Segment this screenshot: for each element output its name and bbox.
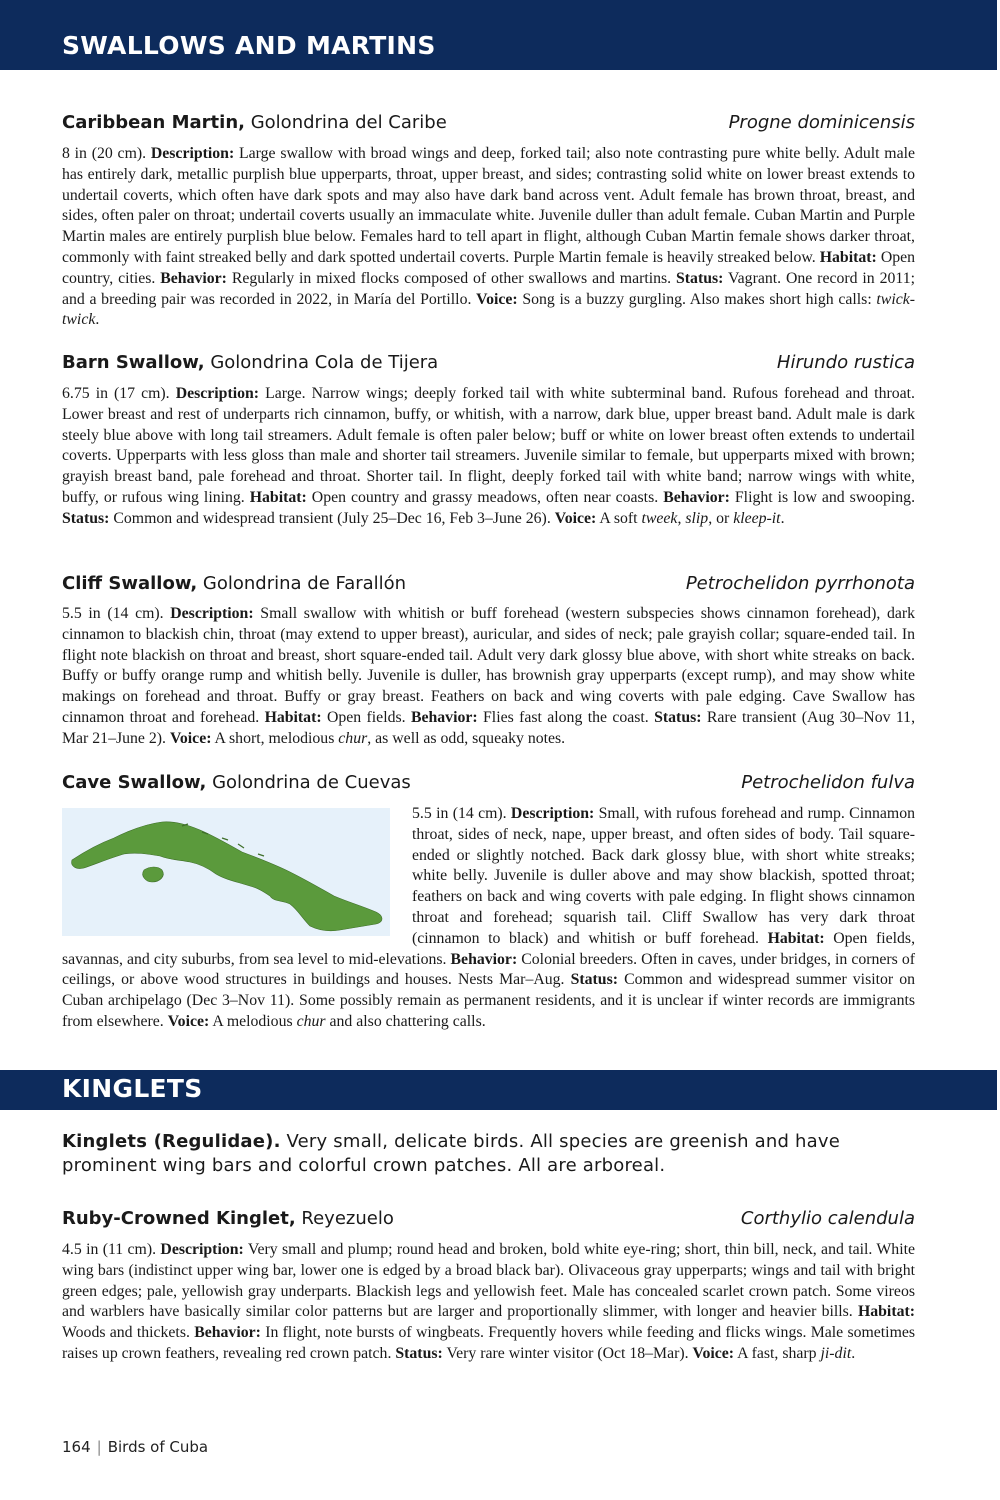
species-heading: [62, 772, 915, 793]
species-spanish-name: Golondrina de Cuevas: [212, 772, 411, 793]
species-spanish-name: Golondrina Cola de Tijera: [210, 352, 439, 373]
species-common-name: Cliff Swallow,: [62, 573, 198, 594]
species-heading: [62, 573, 915, 594]
species-spanish-name: Golondrina del Caribe: [250, 112, 447, 133]
species-account: 5.5 in (14 cm). Description: Small swallow with whitish or buff forehead (western subspecies shows cinnamon forehead), dark cinnamon to blackish chin, throat (may extend to upper breast), auricular, and sides of neck; pale grayish collar; square-ended tail. In flight note blackish on throat and breast, short square-ended tail. Adult very dark glossy blue above, with short white streaks on back. Buffy or buffy orange rump and whitish belly. Juvenile is duller, has brownish gray upperparts (except rump), and may show white makings on forehead and throat. Buffy or gray breast. Feathers on back and wing coverts with pale edging. Cave Swallow has cinnamon throat and forehead. Habitat: Open fields. Behavior: Flies fast along the coast. Status: Rare transient (Aug 30–Nov 11, Mar 21–June 2). Voice: A short, melodious chur, as well as odd, squeaky notes.: [62, 605, 916, 747]
species-common-name: Ruby-Crowned Kinglet,: [62, 1208, 296, 1229]
species-scientific-name: Hirundo rustica: [776, 352, 915, 373]
species-scientific-name: Petrochelidon fulva: [741, 772, 915, 793]
section-title: SWALLOWS AND MARTINS: [62, 31, 436, 60]
species-scientific-name: Corthylio calendula: [740, 1208, 915, 1229]
species-account: 8 in (20 cm). Description: Large swallow with broad wings and deep, forked tail; also note contrasting pure white belly. Adult male has entirely dark, metallic purplish blue upperparts, throat, upper breast, and sides; contrasting solid white on lower breast extends to undertail coverts, which often have dark spots and may also have dark band across vent. Adult female has brown throat, breast, and sides, often paler on throat; undertail coverts usually an immaculate white. Juvenile duller than adult female. Cuban Martin and Purple Martin males are entirely purplish blue below. Females hard to tell apart in flight, although Cuban Martin female shows darker throat, commonly with faint streaked belly and dark spotted undertail coverts. Purple Martin female is heavily streaked below. Habitat: Open country, cities. Behavior: Regularly in mixed flocks composed of other swallows and martins. Status: Vagrant. One record in 2011; and a breeding pair was recorded in 2022, in María del Portillo. Voice: Song is a buzzy gurgling. Also makes short high calls: twick-twick.: [62, 145, 916, 329]
species-heading: [62, 352, 915, 373]
species-account: 5.5 in (14 cm). Description: Small, with rufous forehead and rump. Cinnamon throat, sides of neck, nape, upper breast, and often sides of body. Tail square-ended or slightly notched. Back dark glossy blue, with short white streaks; white belly. Juvenile is duller above and may show blackish, spotted throat; feathers on back and wing coverts with pale edging. In flight shows cinnamon throat and forehead; squarish tail. Cliff Swallow has very dark throat (cinnamon to black) and whitish or buff forehead. Habitat: Open fields, savannas, and city suburbs, from sea level to mid-elevations. Behavior: Colonial breeders. Often in caves, under bridges, in corners of ceilings, or above wood structures in buildings and houses. Nests Mar–Aug. Status: Common and widespread summer visitor on Cuban archipelago (Dec 3–Nov 11). Some possibly remain as permanent residents, and it is unclear if winter records are immigrants from elsewhere. Voice: A melodious chur and also chattering calls.: [62, 805, 916, 1030]
section-header-kinglets: [0, 1070, 997, 1110]
book-title: Birds of Cuba: [107, 1438, 209, 1456]
section-header-swallows: [0, 0, 997, 70]
page-number: 164: [62, 1438, 91, 1456]
species-scientific-name: Progne dominicensis: [728, 112, 915, 133]
species-account: 6.75 in (17 cm). Description: Large. Narrow wings; deeply forked tail with white subterminal band. Rufous forehead and throat. Lower breast and rest of underparts rich cinnamon, buffy, or whitish, with a narrow, dark blue, upper breast band. Adult male is dark steely blue above with long tail streamers. Adult female is often paler below; buff or white on lower breast often extends to undertail coverts. Upperparts with less gloss than male and shorter tail streamers. Juvenile similar to female, but upperparts mixed with brown; grayish breast band, pale forehead and throat. Shorter tail. In flight, deeply forked tail with white band; narrow wings with white, buffy, or rufous wing lining. Habitat: Open country and grassy meadows, often near coasts. Behavior: Flight is low and swooping. Status: Common and widespread transient (July 25–Dec 16, Feb 3–June 26). Voice: A soft tweek, slip, or kleep-it.: [62, 385, 916, 527]
page-footer: [62, 1438, 208, 1456]
species-spanish-name: Reyezuelo: [301, 1208, 394, 1229]
map-spacer: [62, 804, 412, 946]
species-heading: [62, 112, 915, 133]
species-account: 4.5 in (11 cm). Description: Very small and plump; round head and broken, bold white eye-ring; short, thin bill, neck, and tail. White wing bars (indistinct upper wing bar, lower one is edged by a broad black bar). Olivaceous gray upperparts; wings and tail with bright green edges; pale, yellowish gray underparts. Blackish legs and yellowish feet. Male has concealed scarlet crown patch. Some vireos and warblers have basically similar color patterns but are larger and proportionally slimmer, with longer and heavier bills. Habitat: Woods and thickets. Behavior: In flight, note bursts of wingbeats. Frequently hovers while feeding and flicks wings. Male sometimes raises up crown feathers, revealing red crown patch. Status: Very rare winter visitor (Oct 18–Mar). Voice: A fast, sharp ji-dit.: [62, 1241, 916, 1362]
species-scientific-name: Petrochelidon pyrrhonota: [685, 573, 915, 594]
species-heading: [62, 1208, 915, 1229]
section-title: KINGLETS: [62, 1074, 203, 1103]
species-common-name: Cave Swallow,: [62, 772, 207, 793]
family-intro: Kinglets (Regulidae). Very small, delicate birds. All species are greenish and have prominent wing bars and colorful crown patches. All are arboreal.: [62, 1131, 841, 1176]
footer-separator: |: [96, 1438, 102, 1456]
species-common-name: Caribbean Martin,: [62, 112, 245, 133]
species-spanish-name: Golondrina de Farallón: [202, 573, 407, 594]
species-common-name: Barn Swallow,: [62, 352, 205, 373]
